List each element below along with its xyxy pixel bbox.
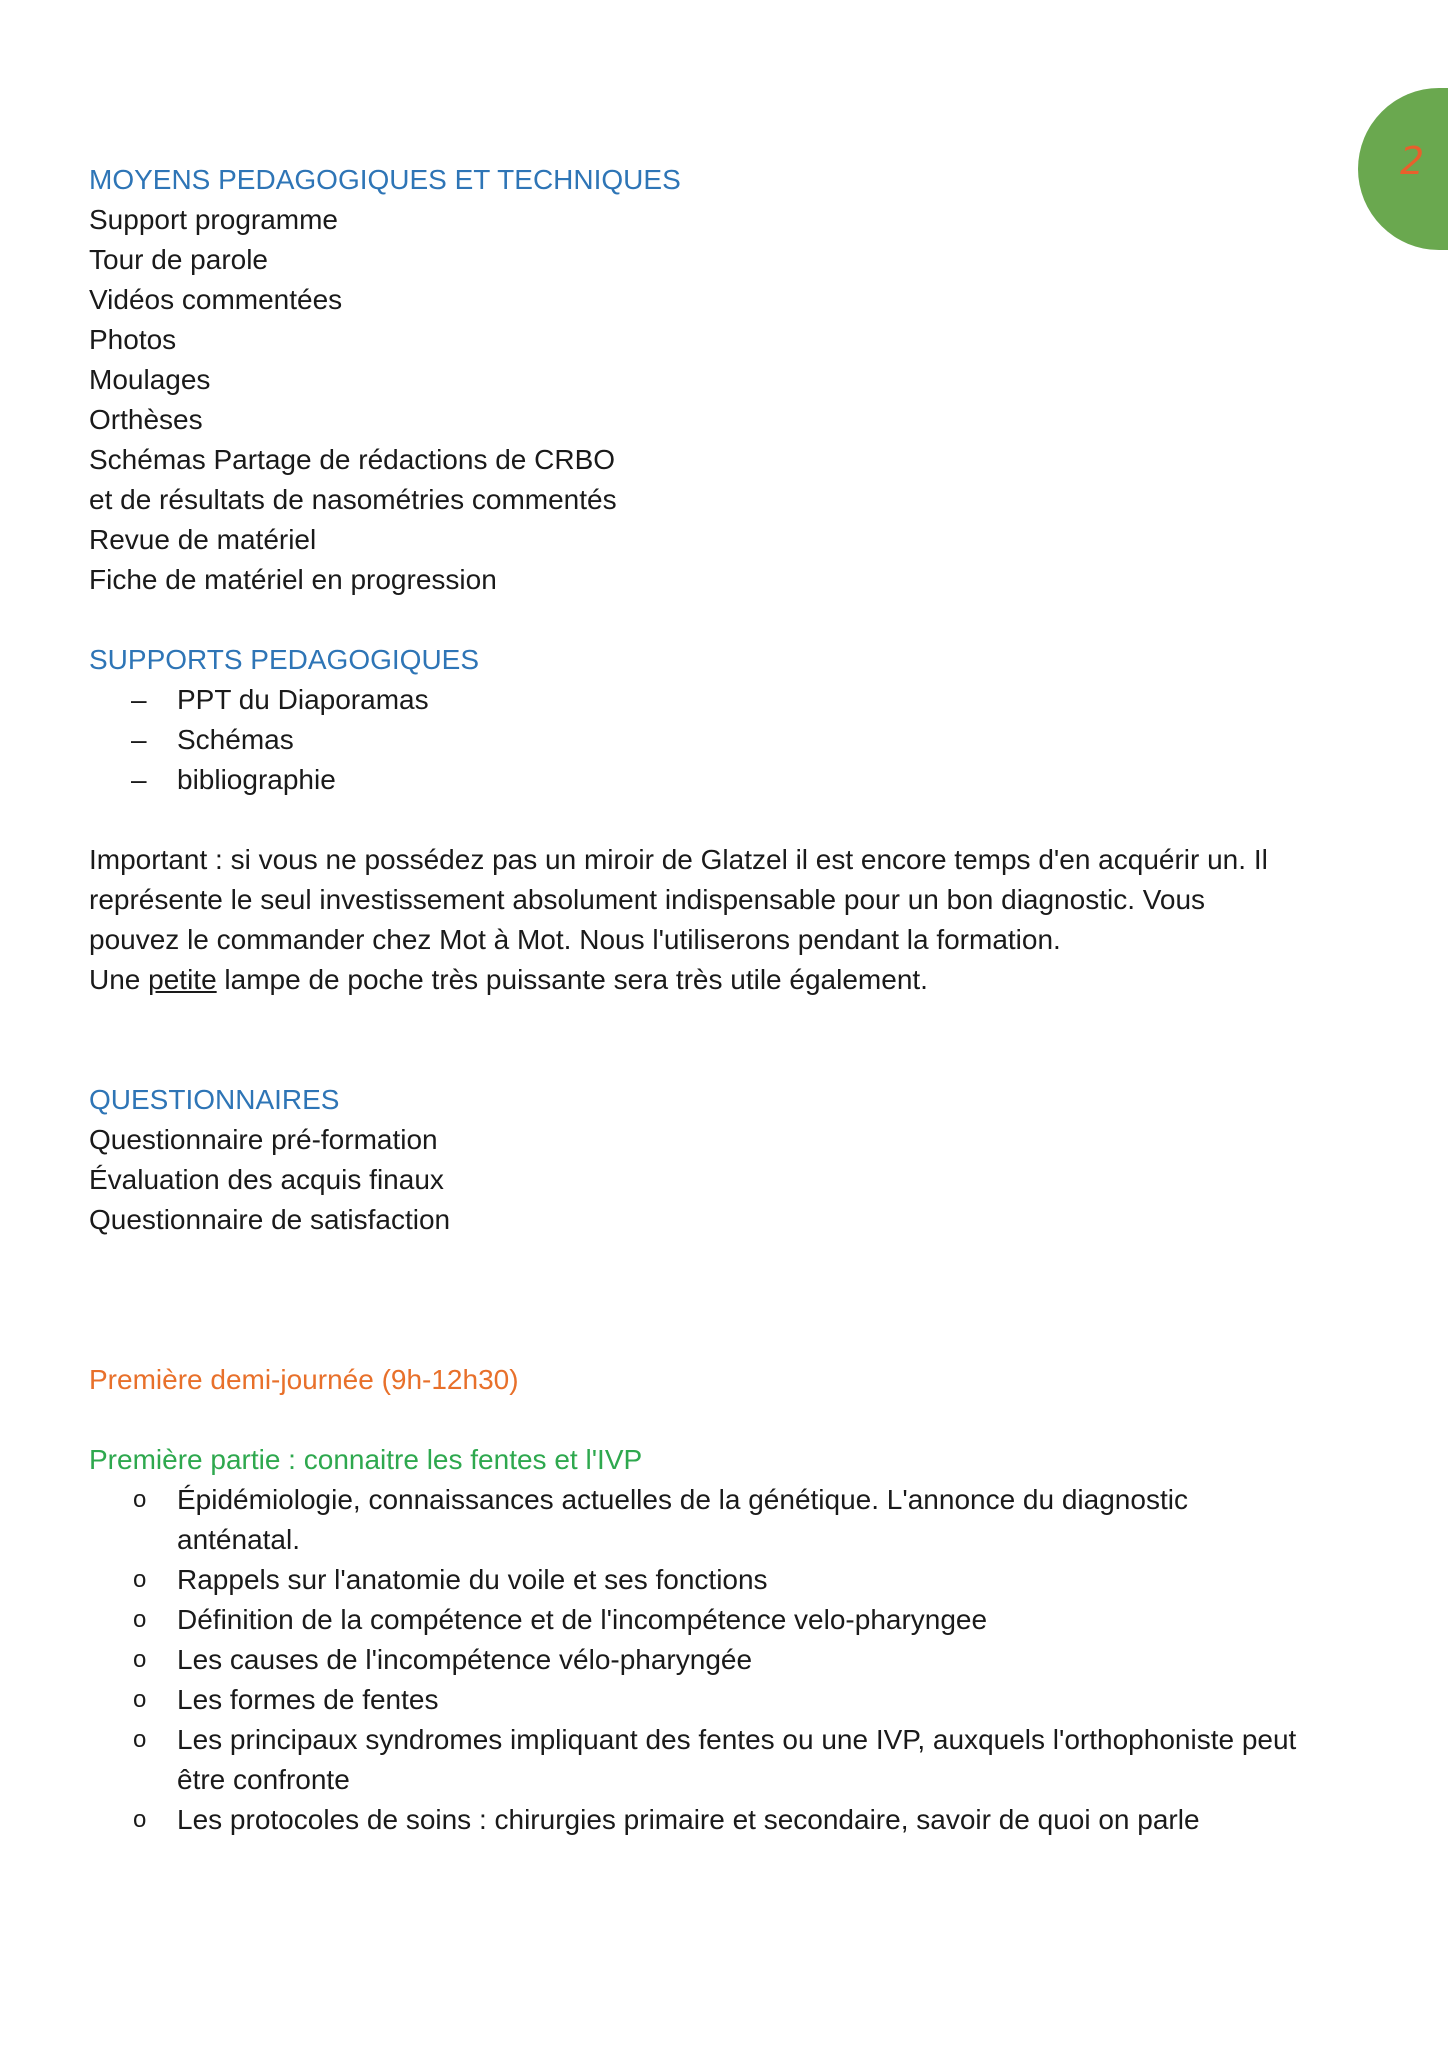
list-item: o Les principaux syndromes impliquant des fentes ou une IVP, auxquels l'orthophoniste peut être confronte	[89, 1720, 1369, 1800]
supports-list	[89, 680, 1369, 800]
important-paragraph	[89, 840, 1369, 1000]
list-item: o Définition de la compétence et de l'incompétence velo-pharyngee	[89, 1600, 1369, 1640]
paragraph-line: Important : si vous ne possédez pas un miroir de Glatzel il est encore temps d'en acquérir un. Il	[89, 844, 1268, 875]
section-questionnaires	[89, 1080, 1369, 1240]
document-body	[89, 160, 1369, 1840]
circle-bullet: o	[133, 1806, 147, 1833]
underlined-word: petite	[148, 964, 217, 995]
circle-bullet: o	[133, 1646, 147, 1673]
list-item: Questionnaire de satisfaction	[89, 1204, 451, 1235]
demi-journee-heading: Première demi-journée (9h-12h30)	[89, 1364, 519, 1395]
list-item: Questionnaire pré-formation	[89, 1124, 438, 1155]
section-heading: SUPPORTS PEDAGOGIQUES	[89, 644, 480, 675]
list-item: et de résultats de nasométries commentés	[89, 484, 617, 515]
section-heading: MOYENS PEDAGOGIQUES ET TECHNIQUES	[89, 164, 681, 195]
paragraph-line: Une petite lampe de poche très puissante sera très utile également.	[89, 964, 928, 995]
circle-bullet: o	[133, 1606, 147, 1633]
circle-bullet: o	[133, 1726, 147, 1753]
list-item: Évaluation des acquis finaux	[89, 1164, 444, 1195]
dash-bullet: –	[131, 764, 147, 795]
list-item: o Rappels sur l'anatomie du voile et ses fonctions	[89, 1560, 1369, 1600]
list-item: o Les formes de fentes	[89, 1680, 1369, 1720]
dash-bullet: –	[131, 684, 147, 715]
partie1-list	[89, 1480, 1369, 1840]
section-heading: QUESTIONNAIRES	[89, 1084, 340, 1115]
section-partie-1	[89, 1440, 1369, 1840]
list-item: – PPT du Diaporamas	[89, 680, 1369, 720]
list-item: o Les causes de l'incompétence vélo-pharyngée	[89, 1640, 1369, 1680]
dash-bullet: –	[131, 724, 147, 755]
circle-bullet: o	[133, 1566, 147, 1593]
list-item: Photos	[89, 324, 177, 355]
section-moyens	[89, 160, 1369, 600]
list-item: – bibliographie	[89, 760, 1369, 800]
circle-bullet: o	[133, 1486, 147, 1513]
page-number-badge	[1358, 88, 1448, 250]
list-item: Moulages	[89, 364, 211, 395]
list-item: Schémas Partage de rédactions de CRBO	[89, 444, 616, 475]
list-item: Fiche de matériel en progression	[89, 564, 497, 595]
circle-bullet: o	[133, 1686, 147, 1713]
list-item: o Les protocoles de soins : chirurgies primaire et secondaire, savoir de quoi on parle	[89, 1800, 1369, 1840]
list-item: Vidéos commentées	[89, 284, 343, 315]
paragraph-line: pouvez le commander chez Mot à Mot. Nous l'utiliserons pendant la formation.	[89, 924, 1061, 955]
section-supports	[89, 640, 1369, 800]
list-item: o Épidémiologie, connaissances actuelles de la génétique. L'annonce du diagnostic anténatal.	[89, 1480, 1369, 1560]
section-heading: Première partie : connaitre les fentes et l'IVP	[89, 1444, 643, 1475]
paragraph-line: représente le seul investissement absolument indispensable pour un bon diagnostic. Vous	[89, 884, 1206, 915]
list-item: Support programme	[89, 204, 339, 235]
list-item: Revue de matériel	[89, 524, 317, 555]
list-item: Tour de parole	[89, 244, 269, 275]
list-item: Orthèses	[89, 404, 203, 435]
list-item: – Schémas	[89, 720, 1369, 760]
page-number: 2	[1400, 139, 1425, 183]
